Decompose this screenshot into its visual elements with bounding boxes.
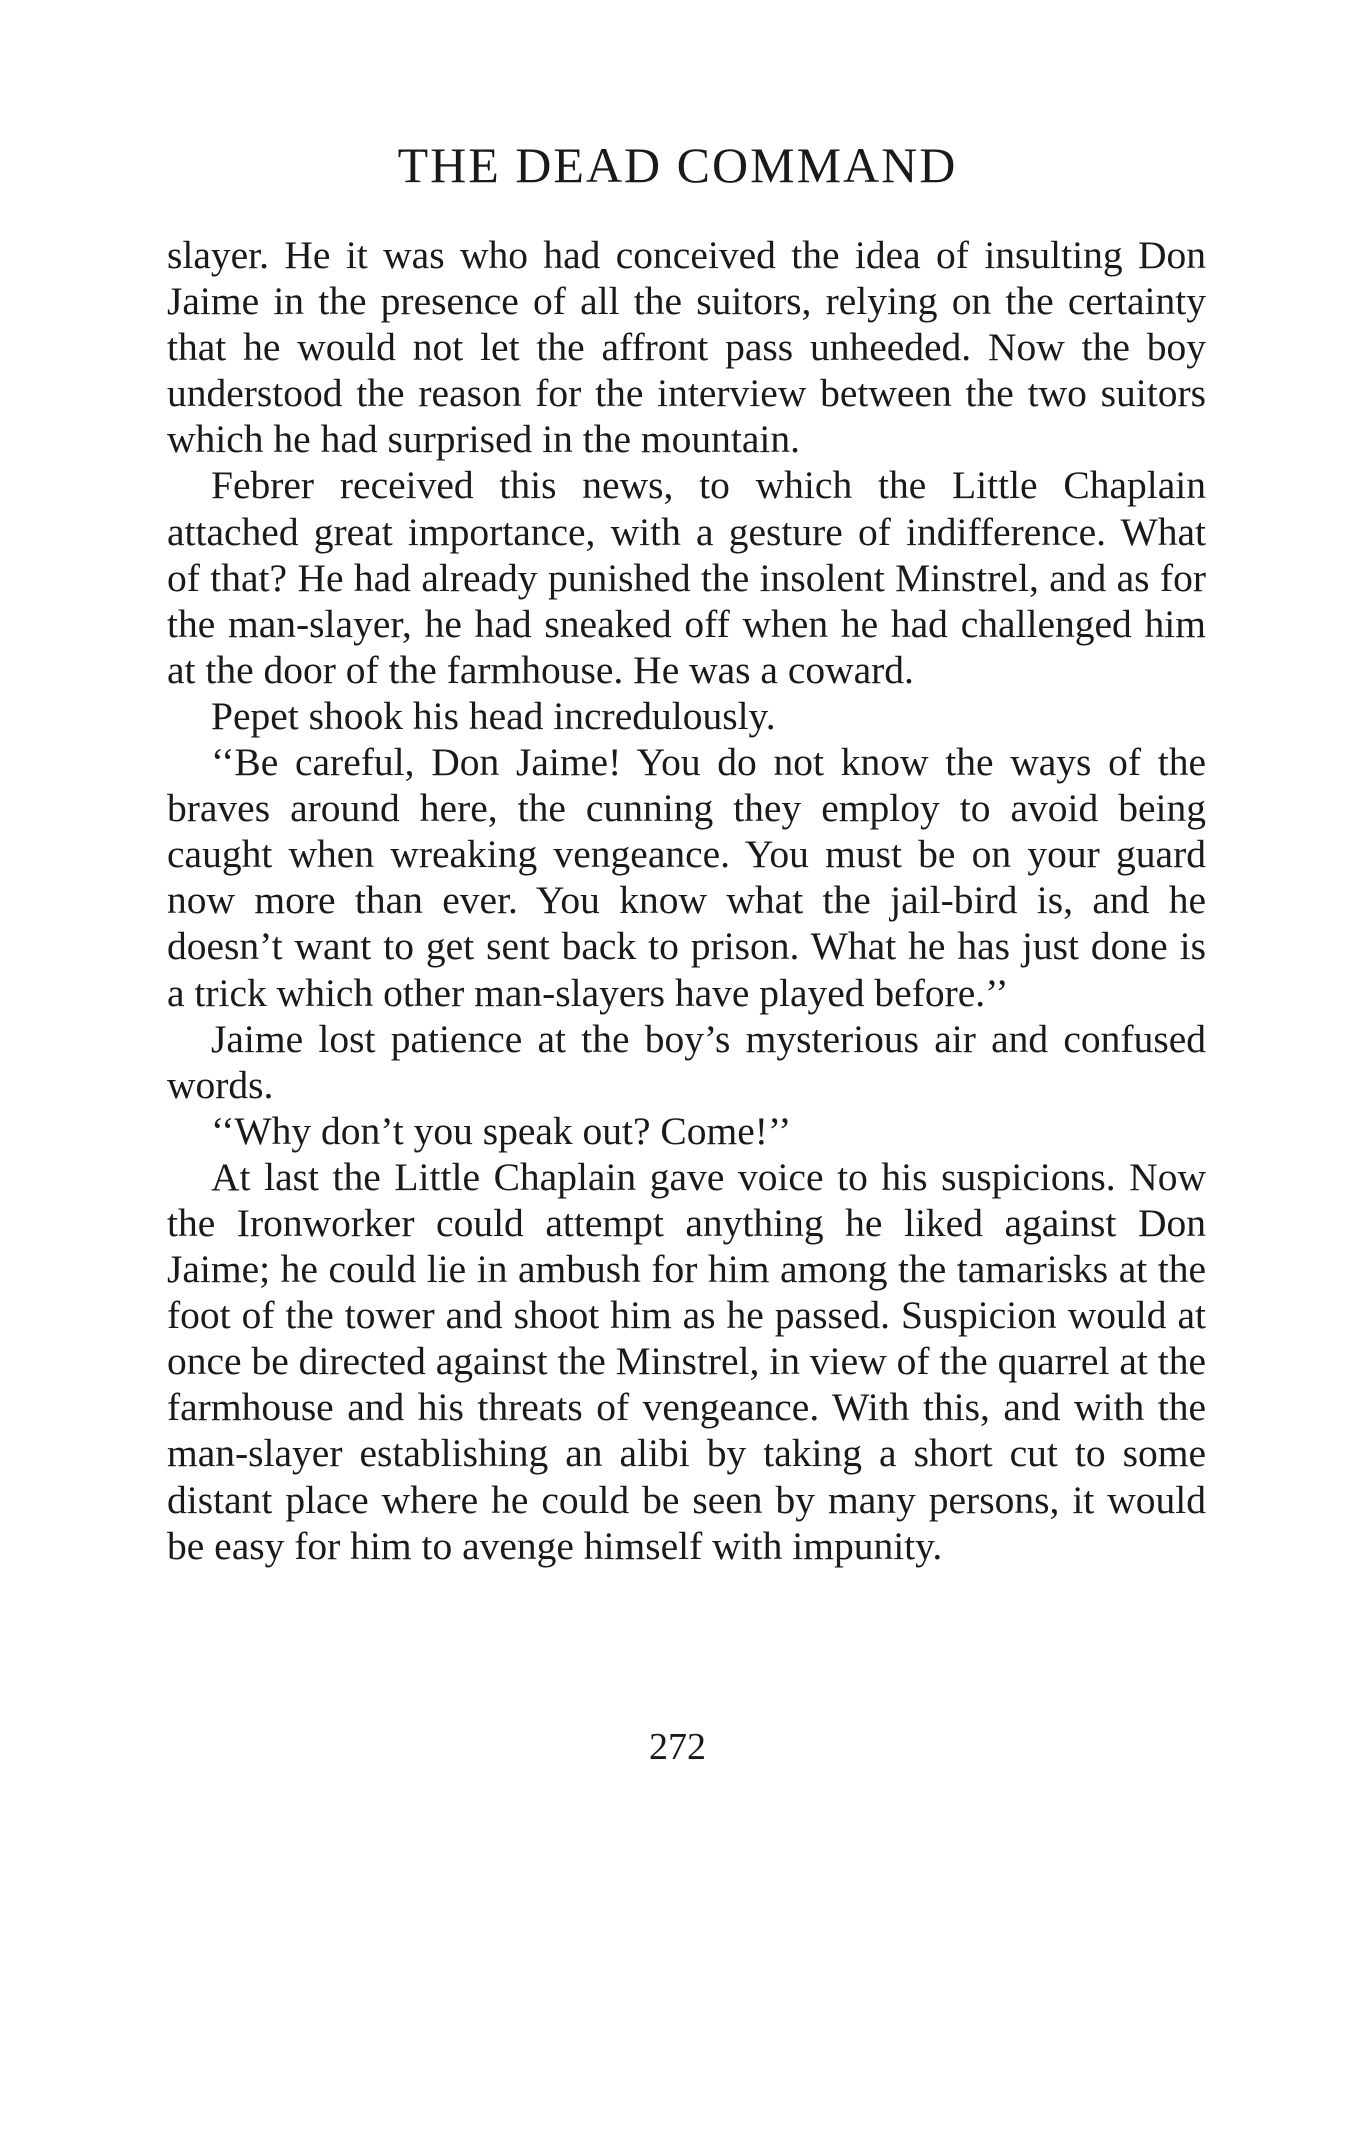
paragraph: Febrer received this news, to which the Little Chaplain attached great importance, with a gesture of indifference. What of that? He had already punished the insolent Minstrel, and as for the man-slayer, he had sneaked off when he had challenged him at the door of the farmhouse. He was a coward. bbox=[167, 463, 1206, 692]
paragraph: ‘‘Be careful, Don Jaime! You do not know the ways of the braves around here, the cunning they employ to avoid being caught when wreaking vengeance. You must be on your guard now more than ever. You know what the jail-bird is, and he doesn’t want to get sent back to prison. What he has just done is a trick which other man-slayers have played before.’’ bbox=[167, 740, 1206, 1015]
body-text bbox=[167, 232, 1206, 1569]
paragraph: Pepet shook his head incredulously. bbox=[211, 693, 776, 738]
paragraph: Jaime lost patience at the boy’s mysterious air and confused words. bbox=[167, 1016, 1206, 1107]
paragraph: ‘‘Why don’t you speak out? Come!’’ bbox=[211, 1108, 792, 1153]
paragraph: slayer. He it was who had conceived the idea of insulting Don Jaime in the presence of all the suitors, relying on the certainty that he would not let the affront pass unheeded. Now the boy understood the reason for the interview between the two suitors which he had surprised in the mountain. bbox=[167, 233, 1206, 462]
page-number: 272 bbox=[649, 1726, 706, 1768]
running-title: THE DEAD COMMAND bbox=[397, 137, 958, 193]
paragraph: At last the Little Chaplain gave voice to his suspicions. Now the Ironworker could attempt anything he liked against Don Jaime; he could lie in ambush for him among the tamarisks at the foot of the tower and shoot him as he passed. Suspicion would at once be directed against the Minstrel, in view of the quarrel at the farmhouse and his threats of vengeance. With this, and with the man-slayer establishing an alibi by taking a short cut to some distant place where he could be seen by many persons, it would be easy for him to avenge himself with impunity. bbox=[167, 1154, 1206, 1568]
